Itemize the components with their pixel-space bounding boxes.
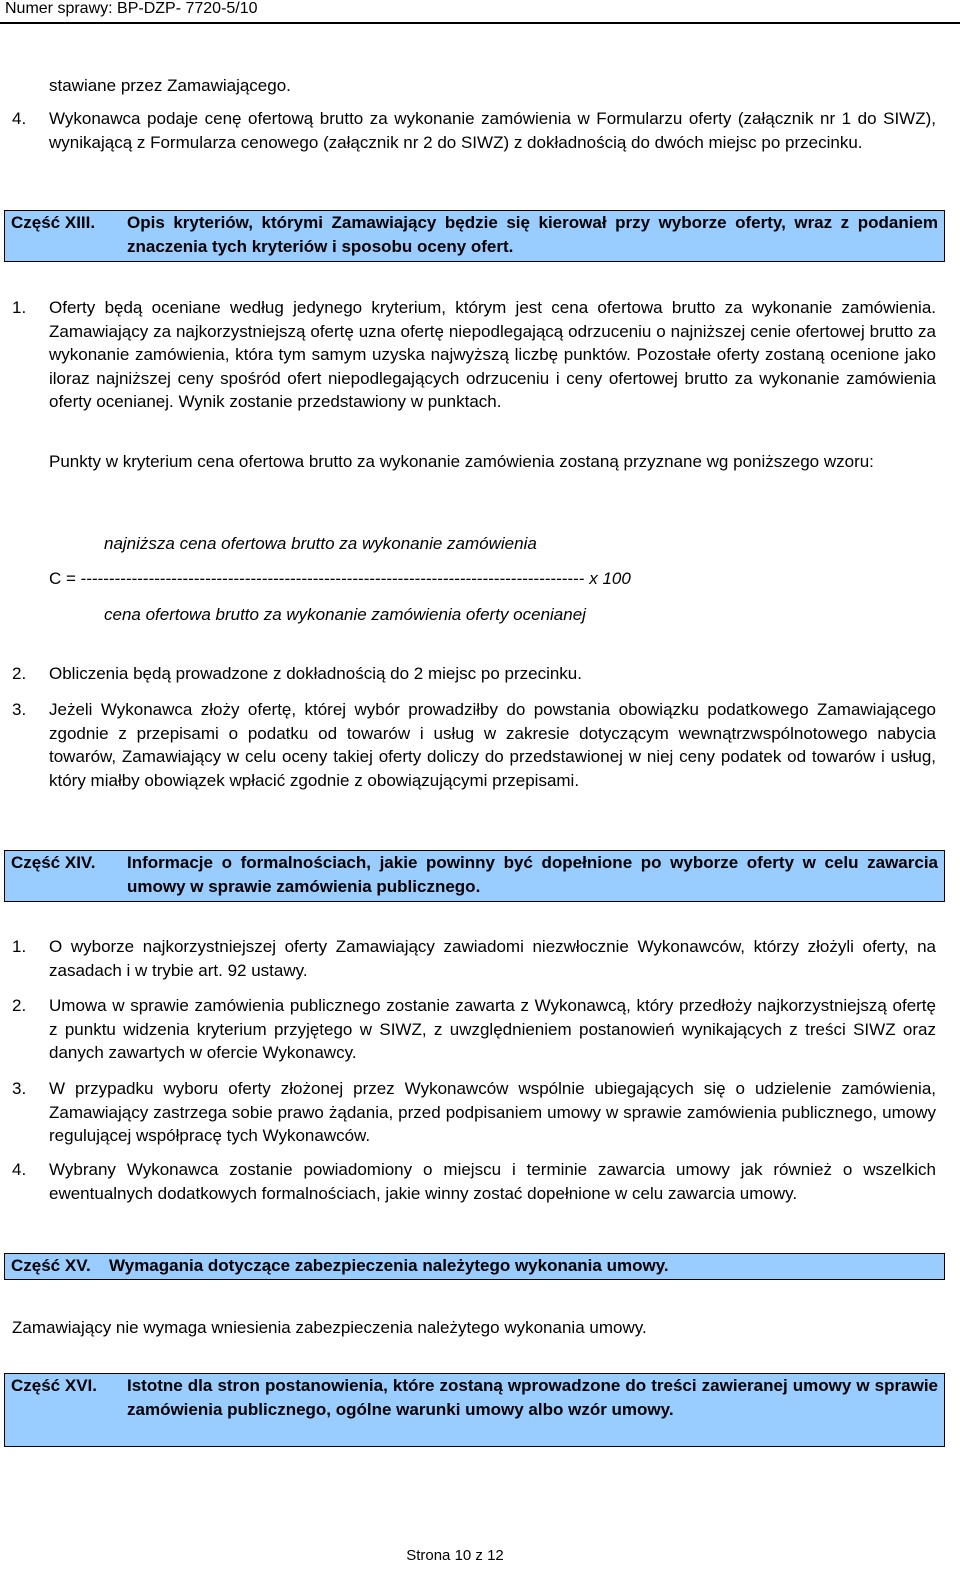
list-text: Wybrany Wykonawca zostanie powiadomiony o miejscu i terminie zawarcia umowy jak również o wszelkich ewentualnych dodatkowych formalnościach, jakie winny zostać dopełnione w celu zawarcia umowy. — [49, 1160, 936, 1203]
list-item — [12, 994, 936, 1066]
list-number: 3. — [12, 1079, 27, 1098]
list-number: 4. — [12, 109, 27, 128]
page-number: Strona 10 z 12 — [406, 1547, 504, 1564]
continuation-text: stawiane przez Zamawiającego. — [49, 76, 291, 95]
list-text: Jeżeli Wykonawca złoży ofertę, której wybór prowadziłby do powstania obowiązku podatkowego Zamawiającego zgodnie z przepisami o podatku od towarów i usług w zakresie dotyczącym wewnątrzwspólnotowego nabycia towarów, Zamawiający w celu oceny takiej oferty doliczy do przedstawionej w niej ceny podatek od towarów i usług, który miałby obowiązek wpłacić zgodnie z obowiązującymi przepisami. — [49, 700, 936, 790]
section-title: Wymagania dotyczące zabezpieczenia należytego wykonania umowy. — [109, 1256, 669, 1275]
list-item — [12, 1158, 936, 1230]
section-title: Opis kryteriów, którymi Zamawiający będzie się kierował przy wyborze oferty, wraz z podaniem znaczenia tych kryteriów i sposobu oceny ofert. — [127, 213, 938, 256]
list-item — [12, 1077, 936, 1149]
list-number: 3. — [12, 700, 27, 719]
section-15-text: Zamawiający nie wymaga wniesienia zabezpieczenia należytego wykonania umowy. — [12, 1318, 647, 1337]
section-header-13 — [4, 210, 945, 262]
section-header-14 — [4, 850, 945, 902]
formula-line — [49, 567, 631, 590]
formula-numerator: najniższa cena ofertowa brutto za wykonanie zamówienia — [104, 534, 537, 553]
list-item — [12, 935, 936, 983]
list-number: 1. — [12, 298, 27, 317]
list-text: Oferty będą oceniane według jedynego kryterium, którym jest cena ofertowa brutto za wykonanie zamówienia. Zamawiający za najkorzystniejszą ofertę uzna ofertę niepodlegającą odrzuceniu o najniższej cenie ofertowej brutto za wykonanie zamówienia, która tym samym uzyska najwyższą liczbę punktów. Pozostałe oferty zostaną ocenione jako iloraz najniższej ceny spośród ofert niepodlegających odrzuceniu i ceny ofertowej brutto za wykonanie zamówienia oferty ocenianej. Wynik zostanie przedstawiony w punktach. — [49, 298, 936, 412]
list-number: 4. — [12, 1160, 27, 1179]
section-header-16 — [4, 1373, 945, 1447]
list-text: Umowa w sprawie zamówienia publicznego zostanie zawarta z Wykonawcą, który przedłoży najkorzystniejszą ofertę z punktu widzenia kryterium przyjętego w SIWZ, z uwzględnieniem postanowień wynikających z treści SIWZ oraz danych zawartych w ofercie Wykonawcy. — [49, 996, 936, 1063]
case-number: Numer sprawy: BP-DZP- 7720-5/10 — [5, 0, 258, 17]
list-text: W przypadku wyboru oferty złożonej przez Wykonawców wspólnie ubiegających się o udzielenie zamówienia, Zamawiający zastrzega sobie prawo żądania, przed podpisaniem umowy w sprawie zamówienia publicznego, umowy regulującej współpracę tych Wykonawców. — [49, 1079, 936, 1146]
list-text: Obliczenia będą prowadzone z dokładnością do 2 miejsc po przecinku. — [49, 664, 582, 683]
list-number: 2. — [12, 996, 27, 1015]
header-divider — [0, 22, 960, 24]
section-label: Część XIII. — [11, 213, 96, 232]
list-text: Wykonawca podaje cenę ofertową brutto za wykonanie zamówienia w Formularzu oferty (załącznik nr 1 do SIWZ), wynikającą z Formularza cenowego (załącznik nr 2 do SIWZ) z dokładnością do dwóch miejsc po przecinku. — [49, 109, 936, 152]
section-title: Informacje o formalnościach, jakie powinny być dopełnione po wyborze oferty w celu zawarcia umowy w sprawie zamówienia publicznego. — [127, 853, 938, 896]
formula-multiplier: x 100 — [584, 569, 631, 588]
formula-fraction-bar: ----------------------------------------------------------------------------------------- — [80, 569, 585, 588]
list-item — [12, 296, 936, 438]
formula-denominator: cena ofertowa brutto za wykonanie zamówienia oferty ocenianej — [104, 605, 586, 624]
section-label: Część XVI. — [11, 1376, 97, 1395]
section-label: Część XIV. — [11, 853, 96, 872]
points-paragraph: Punkty w kryterium cena ofertowa brutto za wykonanie zamówienia zostaną przyznane wg poniższego wzoru: — [49, 452, 874, 471]
formula-lhs: C = — [49, 569, 81, 588]
section-header-15 — [4, 1253, 945, 1280]
section-label: Część XV. — [11, 1256, 91, 1275]
list-number: 2. — [12, 664, 27, 683]
list-text: O wyborze najkorzystniejszej oferty Zamawiający zawiadomi niezwłocznie Wykonawców, którzy złożyli oferty, na zasadach i w trybie art. 92 ustawy. — [49, 937, 936, 980]
list-item — [12, 698, 936, 816]
list-item — [12, 107, 936, 179]
section-title: Istotne dla stron postanowienia, które zostaną wprowadzone do treści zawieranej umowy w sprawie zamówienia publicznego, ogólne warunki umowy albo wzór umowy. — [127, 1376, 938, 1419]
list-number: 1. — [12, 937, 27, 956]
list-item — [12, 662, 936, 686]
